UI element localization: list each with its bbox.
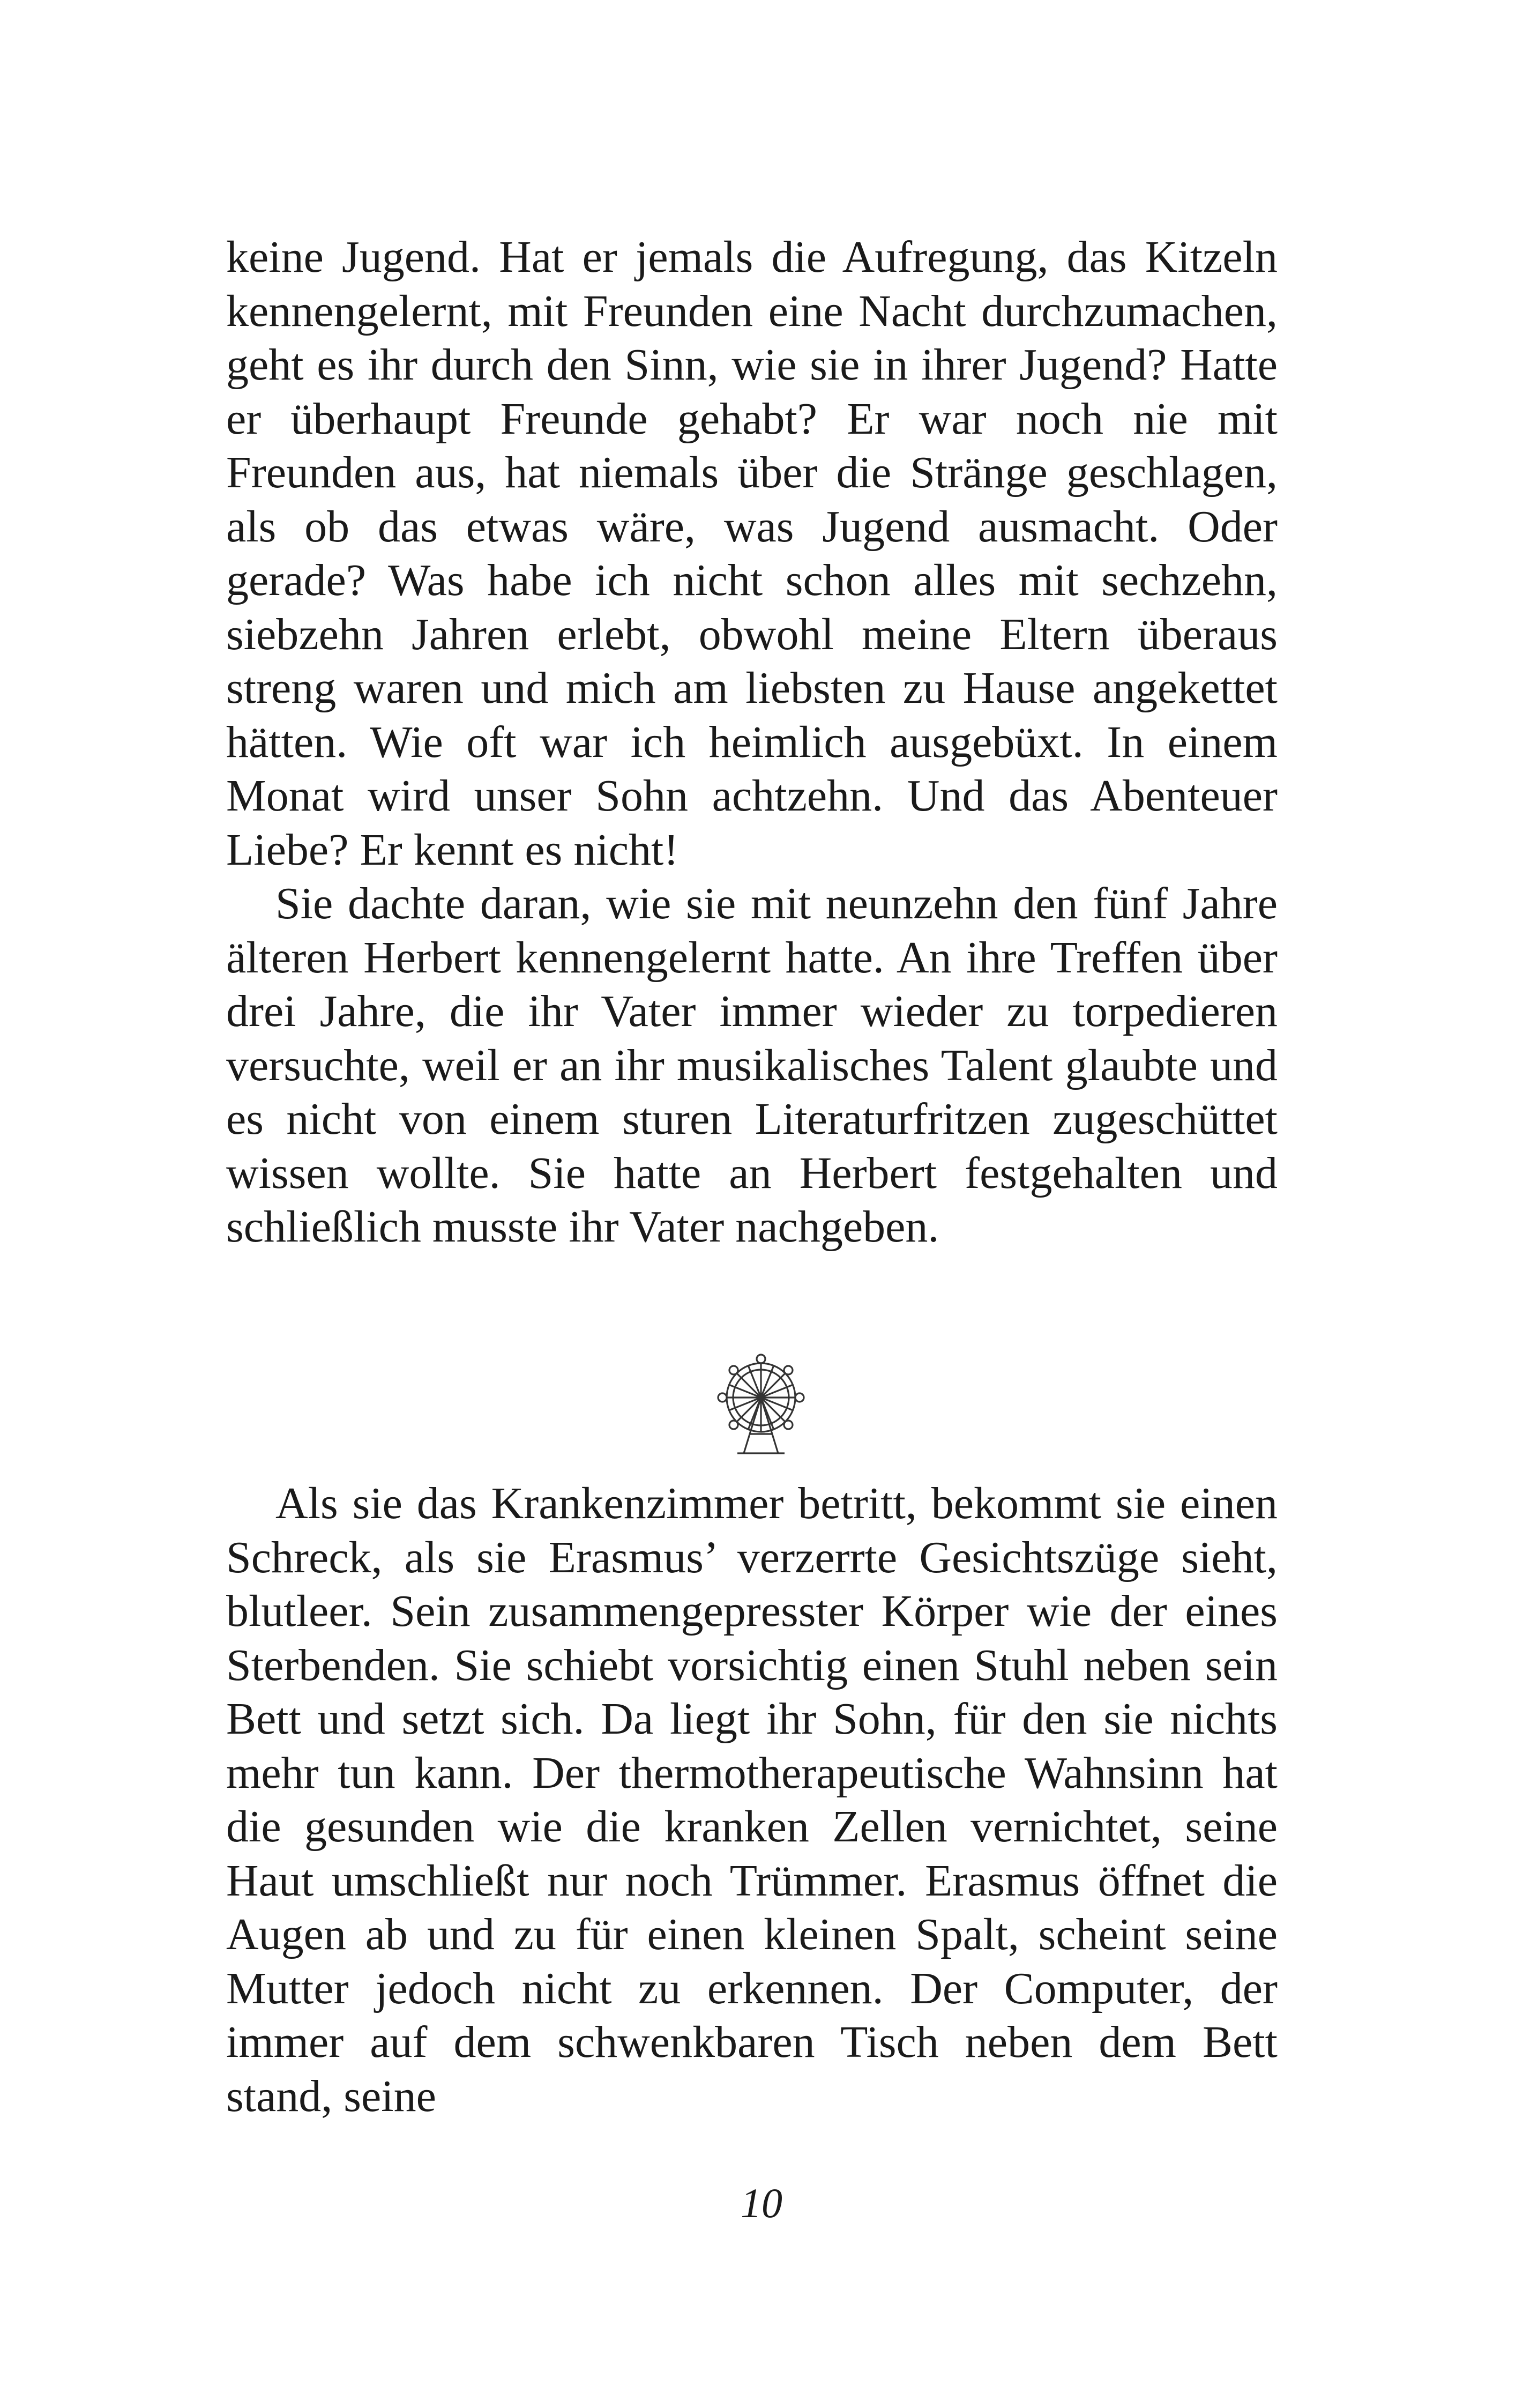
paragraph: Als sie das Krankenzimmer betritt, bekommt sie einen Schreck, als sie Erasmus’ verzerrte Gesichtszüge sieht, blutleer. Sein zusammengepresster Körper wie der eines Sterbenden. Sie schiebt vorsichtig einen Stuhl neben sein Bett und setzt sich. Da liegt ihr Sohn, für den sie nichts mehr tun kann. Der thermotherapeutische Wahnsinn hat die gesunden wie die kranken Zellen vernichtet, seine Haut umschließt nur noch Trümmer. Erasmus öffnet die Augen ab und zu für einen kleinen Spalt, scheint seine Mutter jedoch nicht zu erkennen. Der Computer, der immer auf dem schwenkbaren Tisch neben dem Bett stand, seine (226, 1478, 1278, 2121)
text-section-1 (226, 231, 1278, 1254)
paragraph: Sie dachte daran, wie sie mit neunzehn den fünf Jahre älteren Herbert kennengelernt hatte. An ihre Treffen über drei Jahre, die ihr Vater immer wieder zu torpedieren versuchte, weil er an ihr musikalisches Talent glaubte und es nicht von einem sturen Literaturfritzen zugeschüttet wissen wollte. Sie hatte an Herbert festgehalten und schließlich musste ihr Vater nachgeben. (226, 879, 1278, 1252)
text-section-2 (226, 1477, 1278, 2123)
paragraph: keine Jugend. Hat er jemals die Aufregung, das Kitzeln kennengelernt, mit Freunden eine Nacht durchzumachen, geht es ihr durch den Sinn, wie sie in ihrer Jugend? Hatte er überhaupt Freunde gehabt? Er war noch nie mit Freunden aus, hat niemals über die Stränge geschlagen, als ob das etwas wäre, was Jugend ausmacht. Oder gerade? Was habe ich nicht schon alles mit sechzehn, siebzehn Jahren erlebt, obwohl meine Eltern überaus streng waren und mich am liebsten zu Hause angekettet hätten. Wie oft war ich heimlich ausgebüxt. In einem Monat wird unser Sohn achtzehn. Und das Abenteuer Liebe? Er kennt es nicht! (226, 232, 1278, 875)
page-number: 10 (741, 2180, 782, 2226)
ferris-wheel-icon (697, 1337, 825, 1466)
